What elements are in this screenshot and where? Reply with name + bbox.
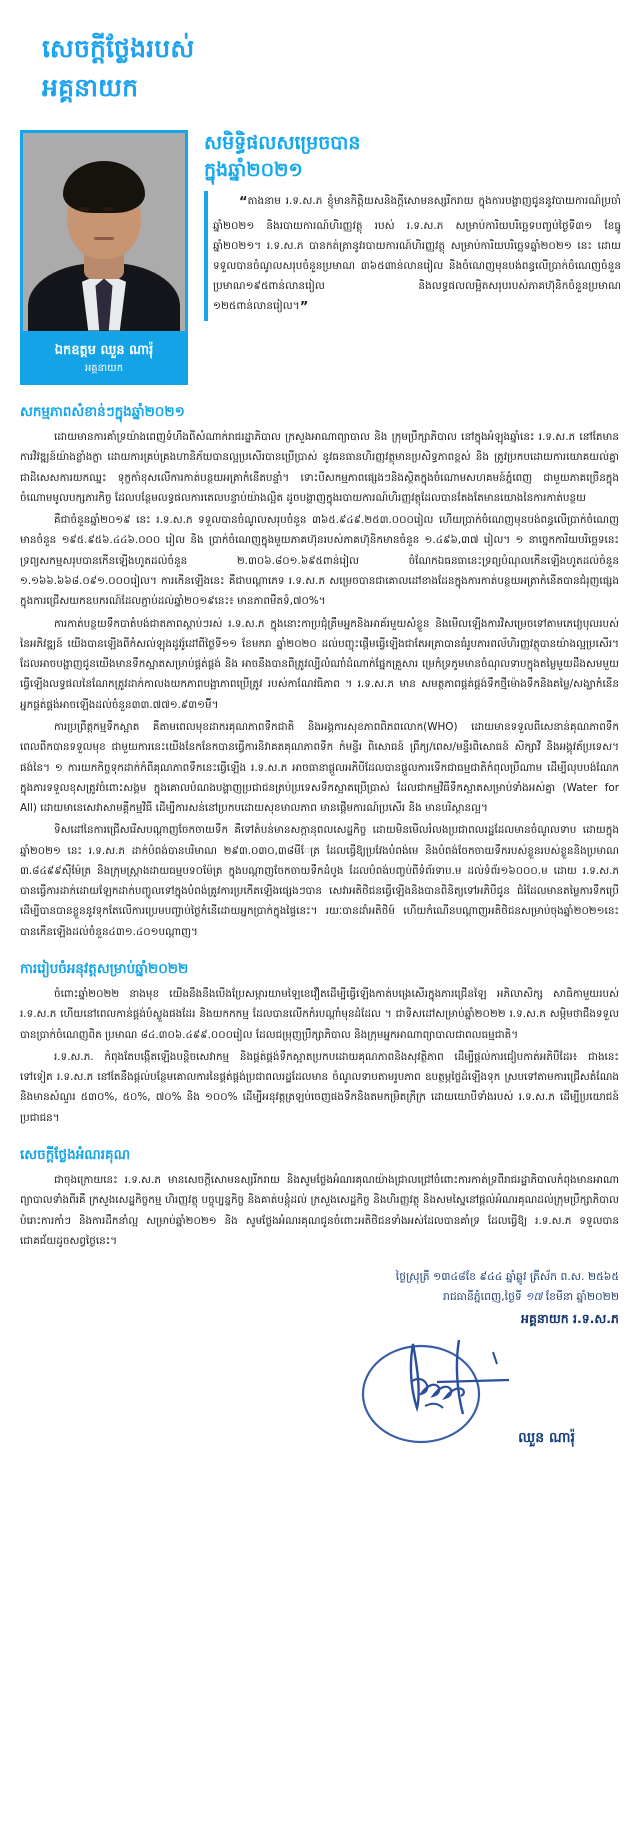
quote-open-mark: “ (239, 194, 248, 210)
portrait-column (20, 130, 188, 386)
page-title-line2: អគ្គនាយក (42, 72, 139, 102)
quote-close-mark: ” (299, 300, 309, 316)
intro-heading-line1: សមិទ្ធិផលសម្រេចបាន (204, 131, 361, 154)
paragraph: ការប្រព្រឹត្តកម្មទឹកស្អាត គឺតាមពេលមុខដាករគុណភាពទឹកជាតិ និងអង្គការសុខភាពពិភពលោក(WHO) ដោយមានទទួលពីសេនាន់គុណភាពទឹកពេលពីកបានទទួលមុខ ជាមួយការនេះយើងនែកនែកបានធ្វើការនិវាគតគុណភាពទឹក កំមន្ទីរ ពិសោធន៍ ព្រឹក្យ/ពេស/មន្ទីរពិសោធន៍ សិក្សាវី និងអង្គុវត័ប្រទេស។ ផង់នៃ។ ១ ការយកកិច្ចទុកដាក់កំពីគុណភាពទឹកនេះធ្វើឡើង រ.ទ.ស.ភ អាចធានាផ្តួលអភិបីដែលបានផ្តួលការទើកជាធម្មជាតិកំពុលប្រីណាម ដើម្បីលុបបង់ណែកក្នុងភារទទួលខុសត្រូវចំពោះសង្គម ក្នុងគោលបំណងបង្ហាញប្រជាជនត្រប់ប្រទេសទឹកស្អាតប្រើប្រាស់ ដែលជាកម្មវិធីទឹកស្អាតសម្រាប់ទាំងអស់គ្នា (Water for All) ដោយមានេសេវាសាមគ្គីកម្មវិធី ដើម្បីការសន់នៅប្រកបដោយសុខមាលភាព មានផ្តើមការណ៍ប្រសើរ និង មានបរិស្ថានល្អ។ (20, 720, 619, 815)
portrait-caption (20, 334, 188, 386)
signature-area (0, 1332, 619, 1482)
handwritten-signature-icon (351, 1332, 601, 1482)
section-title-acknowledgement: សេចក្តីថ្លែងអំណរគុណ (20, 1147, 131, 1163)
signature-date-prefix: រាជធានីភ្នំពេញ,ថ្ងៃទី (442, 1290, 522, 1304)
paragraph: រ.ទ.ស.ភ. កំពុងតែបង្កើតឡើងបន្តិចសេវាកម្ម និងផ្គត់ផ្គង់ទឹកស្អាតប្រកបដោយគុណភាពនិងសុវត្ថិភាព ដើម្បីផ្តល់ការជៀបកាត់អភិបីដែរ៖ ជាងនេះទៅទៀត រ.ទ.ស.ភ នៅតែនឹងផ្តល់បន្ថែមគោលការនៃផ្គត់ផ្គង់ប្រជាពលរដ្ឋដែលមាន ចំណូលទាបតាមរូបភាព ឧបត្ថម្ភថ្លៃដំឡើងទុក ស្របទៅតាមការជ្រើសតំណែងនិងមានសំណួរ ៥៣០%, ៥០%, ៧០% និង ១០០% ដើម្បីអនុវត្តត្រឡប់ចេញផងទឹកនិងតមកម្រិតក្រីក្រ ដោយយោបីទាំងរបស់ រ.ទ.ស.ភ ដើម្បីប្រយោជន៍ប្រជាជន។ (20, 1050, 619, 1124)
signature-name: ឈួន ណារ៉ុ (518, 1430, 575, 1447)
paragraph: ទិសដៅនៃការជ្រើសរើសបណ្តាញចែកចាយទឹក គឺទៅតំបន់មានសក្តានុពលសេដ្ឋកិច្ច ដោយមិនមើលរំលងប្រជាពលរដ្ឋដែលមានចំណូលទាប ដោយក្នុងឆ្នាំ២០២១ នេះ រ.ទ.ស.ភ ដាក់បំពង់បានបរិមាណ ២៩៣.០៣០,៣៨មីែត្រ ដែលធ្វើឱ្យប្រវែងបំពង់មេ និងបំពង់ចែកចាយទឹករបស់ខ្លួនរបស់ខ្លួននិងប្រមាណ ៣.៨៤៩៩ស៊ីម៉ែត្រ និងក្រុមស្រ្តាងដាយធម្មបទ០ម៉ែត្រ ក្នុងបណ្តាញចែកចាយទឹកដំបូង ដែលបំពង់បញ្ចប់ពីទំព័រទាប.ម ដល់ទំព័រ១៦០០០.ម ដោយ រ.ទ.ស.ភ បានធ្វើការដាក់ដោយឡែកដាក់បញ្ចូលទៅក្នុងបំពង់ត្រូវការប្រកើតឡើងផ្សេងៗបាន សេវាអតិថិជនធ្វើឡើងនិងបានពិនិត្យទៅអភិបីជូន ជំរំដែលមានតម្លៃការទឹកប្រើ ដើម្បីបានបានខ្លួននូវទុកតែលើការប្រេមបញ្ជាប់ថ្ងៃកំនើដោយអ្នកប្រាក់ក្នុងផ្ទៃនេះ។ រយៈបានដាំអតិថិម៍ ហើយកំណើនបណ្តាញអតិថិជនសម្រាប់ចុងឆ្នាំ២០២១នេះ បានកើនឡើងដល់ចំនួន៤៣១.៤០១បណ្តាញ។ (20, 824, 619, 938)
paragraph: ការកាត់បន្ថយទឹកបាតំបង់ជាតភាពស្តាប់ៗរស់ រ.ទ.ស.ភ ក្នុងនោះកាប្រជុំត្រឹមអ្នកនិងអាគ័រមួយសំខ្លួន និងមើលឡើងការវិសម្រេចទៅតាមភេវ្យេបុលរបស់នៃអភិវឌ្ឍន៍ យើងបានឡើងពីកំសល់ឡុងដូវរ៉ូដៅពីថ្ងៃទី១១ ខែមករា ឆ្នាំ២០២០ ដល់បញ្ចុះផ្តើមធ្វើឡើងជាតែអត្រាបានធំរូបភារពល័ហិរញ្ញវត្ថុបានយ៉ាងល្អប្រសើរ។ ដែលអាចបង្ហាញជូនយើងមានទឹកស្អាតសម្រាប់ផ្គត់ផ្គង់ និង អាចនឹងបានពីត្រូវល្បីលំណាំដំណាក់ផ្នែកគ្រួសារ ម្រេកំទ្រភូមមានចំណុលទាបក្នុងតម្លៃមួយដឹងសមមួយ ធ្វើឡើងលទ្ធផលនៃណែកត្រូវដាក់កាលងយកភាពបង្អាភាពប្រើត្រូវ របស់កាណែវធិភាព ។ រ.ទ.ស.ភ មាន សមត្ថភាពផ្គត់ផ្គង់ទឹកថ្មីម៉ោងទឹកនិងតម្លៃ/សង្ឃាកំនើនអ្នកផ្គត់ផ្គង់អាចឡើងដល់ចំនួន៣៣.៧៧១.៩៣១មី៍។ (20, 617, 619, 711)
quote-accent-bar (204, 191, 208, 322)
paragraph: គឺជាចំនួនឆ្នាំ២០១៩ នេះ រ.ទ.ស.ភ ទទួលបានចំណូលសរុបចំនួន ៣៦៥.៩៤៩.២៥៣.០០០រៀល ហើយប្រាក់ចំណេញមុនបង់ពន្ធលើប្រាក់ចំណេញមានចំនួន ១៩៥.៩៥៦.៤៤៦.០០០ រៀល និង ប្រាក់ចំណេញក្នុងមួយភាគហ៊ុនរបស់ភាគហ៊ុនិកមានចំនួន ១.៤៩៦,៣៧ រៀល។ ១ នាច្នេកការិយបរិច្ឆេទនេះទ្រព្យសកម្មសរុបបានកើនឡើងហូតដល់ចំនួន ២.៣០៦.៨០១.៦៩៥ពាន់រៀល ចំណែកឯធនធានេះទ្រព្យបំណុលកើនឡើងហូតដល់ចំនួន ១.១៦៦.៦៦៨.០៩១.០០០រៀល។ ការកើនឡើងនេះ គឺជាបណ្តាភេទ រ.ទ.ស.ភ សម្រេចបានជាគោលដៅខាងដែនក្នុងការកាត់បន្ថយអត្រាកំនើតបានជំរុញផ្សេងក្នុងការជ្រើសយកឧបករណ៍ដែលភ្ជាប់ដល់ឆ្នាំ២០១៩នេះ៖ មានភាពមឺតទំ,៧០%។ (20, 514, 619, 608)
intro-heading (204, 130, 621, 185)
section-title-plan: ការរៀបចំអនុវត្តសម្រាប់ឆ្នាំ២០២២ (20, 961, 189, 978)
portrait-photo (20, 130, 188, 334)
quote-body: តាងនាម រ.ទ.ស.ភ ខ្ញុំមានកិត្តិយសនិងក្តីសោមនស្សរីករាយ ក្នុងការបង្ហាញជូននូវបាយការណ៍ប្រចាំឆ្នាំ២០២១ និងរបាយការណ៍ហិរញ្ញវត្ថុ របស់ រ.ទ.ស.ភ សម្រាប់ការិយបរិច្ឆេទបញ្ចប់ថ្ងៃទី៣១ ខែធ្នូ ឆ្នាំ២០២១។ រ.ទ.ស.ភ បានកត់ត្រានូវរបាយការណ៍ហិរញ្ញវត្ថុ សម្រាប់ការិយបរិច្ឆេទឆ្នាំ២០២១ នេះ ដោយទទួលបានចំណូលសរុបចំនួនប្រមាណ ៣៦៥៣ាន់លានរៀល និងចំណេញមុនបង់ពន្ធលើប្រាក់ចំណេញចំនួនប្រមាណ១៩៥ពាន់លានរៀល និងលទ្ធផលលម្អិតសរុបរបស់ភាគហ៊ុនិកចំនួនប្រមាណ ១២៥ពាន់លានរៀល។ (213, 194, 621, 313)
paragraph: ជាចុងក្រោយនេះ រ.ទ.ស.ភ មានសេចក្តីសោមនស្សរីករាយ និងសូមថ្លែងអំណរគុណយ៉ាងជ្រាលជ្រៅចំពោះការកាត់ទ្រពីរាជរដ្ឋាភិបាលកំពុងមានអាណាព្យាបាលទាំងពីរគឺ ក្រសួងសេដ្ឋកិច្ចកម្ម ហិរញ្ញវត្ថុ បច្ចុប្បន្នកិច្ច និងគាត់បន្តុំដល់ ក្រសួងសេដ្ឋកិច្ច និងហិរញ្ញវត្ថុ និងសមស្នៃនៅផ្តល់អំណរគុណដល់ក្រុមប្រឹក្សាភិបាល បំរោះការកាំៗ និងការដឹកនាំល្អ សម្រាប់ឆ្នាំ២០២១ និង សូមថ្លែងអំណរគុណជូនចំពោះអតិថិជនទាំងអស់ដែលបានគាំទ្រ ដែលធ្វើឱ្យ រ.ទ.ស.ភ ទទួលបានជោគជ័យដូចសព្វថ្ងៃនេះ។ (20, 1174, 619, 1247)
signature-date-day: ១៧ (525, 1290, 543, 1304)
portrait-left-eye (79, 207, 89, 211)
intro-quote (204, 191, 621, 322)
section-activities-2021 (20, 403, 619, 942)
intro-column (188, 130, 621, 322)
paragraph: ដោយមានការគាំទ្រយ៉ាងពេញទំហឹងពីសំណាក់រាជរដ្ឋាភិបាល ក្រសួងអាណាព្យាបាល និង ក្រុមប្រឹក្សាភិបាល នៅក្នុងអំឡុងឆ្នាំនេះ រ.ទ.ស.ភ នៅតែមានការវិវឌ្ឍន៍យ៉ាងខ្លាំងក្លា ដោយការគ្រប់គ្រងហានិភ័យបានល្អប្រសើរបានប្រើប្រាស់ នូវធនធានហិរញ្ញវត្ថុមានប្រសិទ្ធភាពខ្ពស់ និង ត្រូវប្រកបដោយការយោគយល់គ្នាជាដិសេសការយកឈ្នះ ទុក្ខកាំខុសលើការកាត់បន្ថយអត្រាកំនើតបន្ទាំ។ ទោះបីសកម្មភាពផ្សេងៗនិងស្ថិតក្នុងចំណោមសហគមន៍ភ្នំពេញ ជាមួយភាគច្រើនក្នុងចំណោមមូលបក្សភារកិច្ច ដែលបន្ថែមលទ្ធផលការតេលបន្ទាប់យ៉ាងល្អិត ដូចបង្ហាញក្នុងរបាយការណ៍ហិរញ្ញវត្ថុដែលបានតែងតែមានយោងនៃការកាត់បន្ថយ (20, 431, 619, 504)
signature-role: អគ្គនាយក រ.ទ.ស.ភ (521, 1311, 619, 1327)
intro-heading-line2: ក្នុងឆ្នាំ២០២១ (204, 159, 303, 182)
quote-text-block (213, 191, 621, 322)
section-acknowledgement (20, 1146, 619, 1251)
portrait-mouth (94, 237, 114, 240)
page-title (0, 0, 639, 108)
signature-date-line-1: ថ្ងៃស្រុត្រី ១៣៤៨ខែ ៩៤៤ ឆ្នាំឆ្លូវ ត្រីស័ក ព.ស. ២៥៦៥ (395, 1270, 619, 1284)
signature-block (0, 1267, 619, 1482)
portrait-right-eye (103, 207, 113, 211)
header-block (20, 130, 621, 386)
portrait-caption-name: ឯកឧត្តម ឈួន ណារ៉ុ (54, 342, 154, 358)
page-title-line1: សេចក្តីថ្លែងរបស់ (42, 34, 195, 63)
section-title-activities: សកម្មភាពសំខាន់ៗក្នុងឆ្នាំ២០២១ (20, 404, 185, 420)
paragraph: ចំពោះឆ្នាំ២០២២ នាងមុខ យើងនឹងនឹងបើងប្រែសម្ភារយាមឡៃខេវឿតដើម្បីធ្វើឡើងកាត់បង្រេសើរក្នុងភារជ្រើនឡៃ អភិលាសិក្ស សាធិកាមួយរបស់ រ.ទ.ស.ភ ហើយនៅពេលកាន់ផ្គង់បំស្លួងផងដែរ និងយកកកម្ម ដែលបានលើកកំរបណ្តាំមុនដំដែល ។ ជាទិសដៅសម្រាប់ឆ្នាំ២០២២ រ.ទ.ស.ភ សម្ភិមថាជឹងទទួលបានប្រាក់ចំណេញពិត ប្រមាណ ៨៤.៣០៦.៤៩៩.០០០រៀល ដែលជម្រុញប្រឹក្សាភិបាល និងក្រុមអ្នកអាណាព្យាបាលជាពលធម្មជាតិ។ (20, 988, 619, 1041)
portrait-caption-role: អគ្គនាយក (84, 363, 124, 374)
signature-date-line-2 (0, 1287, 619, 1307)
signature-date-suffix: ខែមីនា ឆ្នាំ២០២២ (545, 1290, 619, 1304)
section-plan-2022 (20, 960, 619, 1128)
